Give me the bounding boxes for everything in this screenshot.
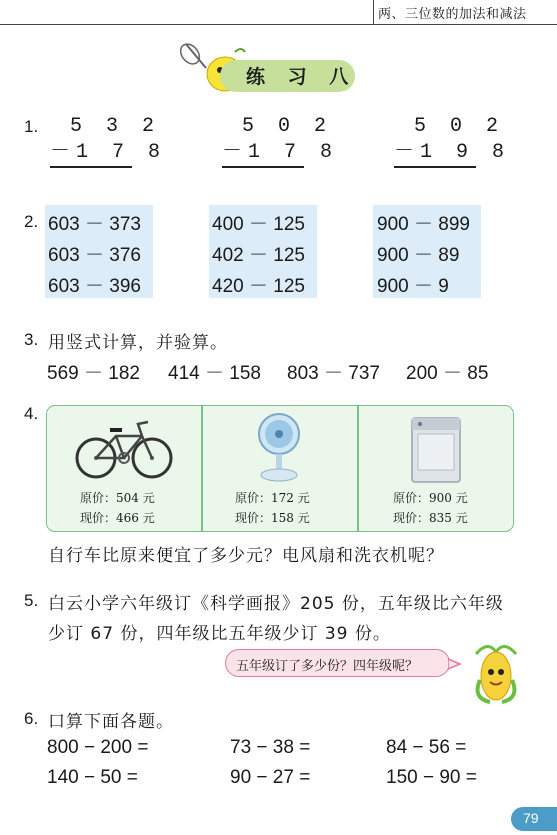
page-number: 79 (523, 810, 539, 826)
q4-number: 4. (24, 404, 39, 423)
washing-machine-icon (408, 412, 464, 484)
q4-question: 自行车比原来便宜了多少元？电风扇和洗衣机呢？ (48, 546, 444, 566)
panel-divider (201, 406, 203, 531)
mental-math-problem: 73 − 38 = (230, 737, 311, 758)
mental-math-problem: 140 − 50 = (47, 767, 138, 788)
q6-number: 6. (24, 709, 39, 728)
q1-problem-3 (394, 114, 510, 168)
q2-problem: 402 － 125 (212, 245, 305, 266)
q6-instruction: 口算下面各题。 (48, 712, 174, 732)
mental-math-problem: 84 − 56 = (386, 737, 467, 758)
q2-problem: 900 － 899 (377, 214, 470, 235)
q2-problem: 420 － 125 (212, 276, 305, 297)
washer-original-price: 原价：900 元 (393, 491, 468, 505)
corn-mascot-icon (468, 640, 524, 706)
q2-problem: 900 － 9 (377, 276, 449, 297)
q3-problem: 569 － 182 (47, 363, 140, 384)
subtrahend: －1 7 8 (50, 141, 167, 164)
chapter-title: 两、三位数的加法和减法 (378, 7, 527, 22)
header-rule (0, 24, 557, 25)
answer-line (394, 166, 476, 168)
bicycle-original-price: 原价：504 元 (80, 491, 155, 505)
mental-math-problem: 150 − 90 = (386, 767, 477, 788)
electric-fan-icon (254, 410, 304, 484)
q1-problem-1 (50, 114, 166, 168)
fan-original-price: 原价：172 元 (235, 491, 310, 505)
q2-group-1 (45, 205, 153, 298)
answer-line (222, 166, 304, 168)
q3-instruction: 用竖式计算，并验算。 (48, 333, 228, 353)
mental-math-problem: 800 − 200 = (47, 737, 149, 758)
q2-problem: 900 － 89 (377, 245, 460, 266)
q5-line-2: 少订 67 份，四年级比五年级少订 39 份。 (48, 624, 391, 644)
q3-problem: 803 － 737 (287, 363, 380, 384)
q5-line-1: 白云小学六年级订《科学画报》205 份，五年级比六年级 (48, 594, 504, 614)
fan-current-price: 现价：158 元 (235, 511, 310, 525)
minuend: 5 0 2 (414, 115, 505, 138)
q2-problem: 603 － 396 (48, 276, 141, 297)
minuend: 5 3 2 (70, 115, 161, 138)
mental-math-problem: 90 − 27 = (230, 767, 311, 788)
subtrahend: －1 7 8 (222, 141, 339, 164)
bubble-tail (448, 657, 462, 671)
q1-number: 1. (24, 117, 39, 136)
q2-problem: 400 － 125 (212, 214, 305, 235)
q3-problem: 200 － 85 (406, 363, 489, 384)
exercise-title: 练 习 八 (246, 66, 357, 88)
hint-text: 五年级订了多少份？四年级呢？ (236, 659, 419, 674)
q2-problem: 603 － 376 (48, 245, 141, 266)
bicycle-current-price: 现价：466 元 (80, 511, 155, 525)
q2-group-2 (209, 205, 317, 298)
answer-line (50, 166, 132, 168)
subtrahend: －1 9 8 (394, 141, 511, 164)
q3-number: 3. (24, 330, 39, 349)
q2-number: 2. (24, 212, 39, 231)
minuend: 5 0 2 (242, 115, 333, 138)
q5-number: 5. (24, 591, 39, 610)
panel-divider (357, 406, 359, 531)
q2-problem: 603 － 373 (48, 214, 141, 235)
washer-current-price: 现价：835 元 (393, 511, 468, 525)
bicycle-icon (74, 418, 174, 480)
q1-problem-2 (222, 114, 338, 168)
q2-group-3 (373, 205, 481, 298)
q3-problem: 414 － 158 (168, 363, 261, 384)
